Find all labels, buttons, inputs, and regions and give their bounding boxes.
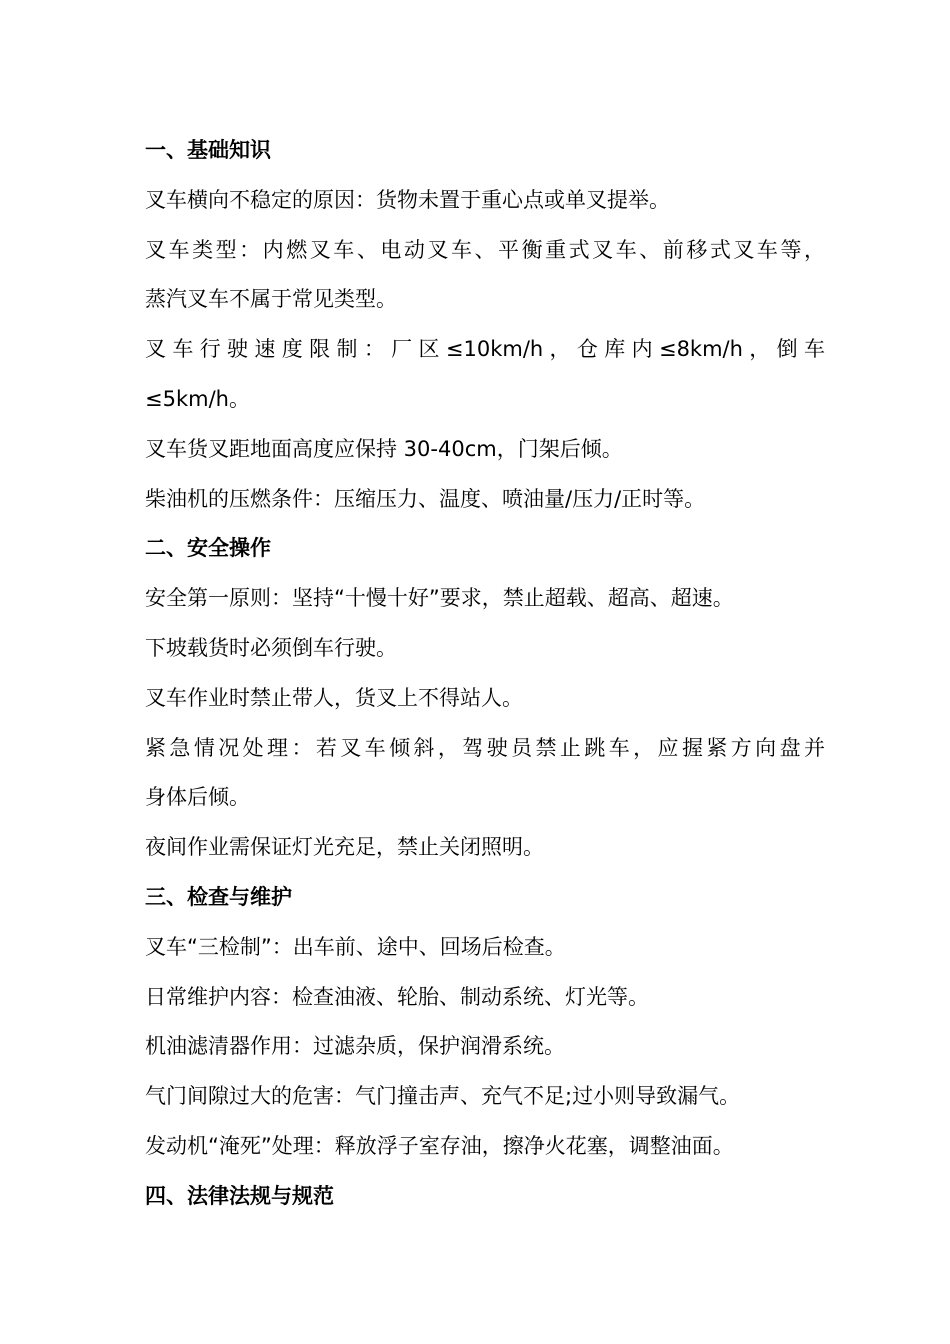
section-heading: 二、安全操作 (145, 536, 271, 561)
paragraph-line: 日常维护内容：检查油液、轮胎、制动系统、灯光等。 (145, 984, 649, 1009)
section-heading: 一、基础知识 (145, 138, 271, 162)
paragraph-line: 发动机“淹死”处理：释放浮子室存油，擦净火花塞，调整油面。 (145, 1133, 734, 1158)
paragraph-line: 叉车货叉距地面高度应保持 30-40cm，门架后倾。 (145, 436, 623, 461)
paragraph-line: 叉车类型：内燃叉车、电动叉车、平衡重式叉车、前移式叉车等， (145, 237, 825, 262)
paragraph-line: 机油滤清器作用：过滤杂质，保护润滑系统。 (145, 1034, 565, 1059)
paragraph-line: 叉车横向不稳定的原因：货物未置于重心点或单叉提举。 (145, 187, 670, 212)
paragraph-line: 叉车作业时禁止带人，货叉上不得站人。 (145, 685, 523, 710)
document-body (145, 126, 825, 1222)
paragraph-line: 叉车“三检制”：出车前、途中、回场后检查。 (145, 934, 566, 959)
paragraph-line: 下坡载货时必须倒车行驶。 (145, 635, 397, 660)
paragraph-line: 紧急情况处理：若叉车倾斜，驾驶员禁止跳车，应握紧方向盘并 (145, 735, 825, 760)
paragraph-line: 柴油机的压燃条件：压缩压力、温度、喷油量/压力/正时等。 (145, 486, 706, 511)
section-heading: 三、检查与维护 (145, 884, 292, 909)
paragraph-line: 身体后倾。 (145, 785, 250, 810)
paragraph-line: 安全第一原则：坚持“十慢十好”要求，禁止超载、超高、超速。 (145, 586, 734, 611)
paragraph-line: ≤5km/h。 (145, 386, 250, 411)
paragraph-line: 夜间作业需保证灯光充足，禁止关闭照明。 (145, 835, 544, 860)
paragraph-line: 叉车行驶速度限制：厂区≤10km/h，仓库内≤8km/h，倒车 (145, 337, 825, 362)
paragraph-line: 蒸汽叉车不属于常见类型。 (145, 287, 397, 312)
paragraph-line: 气门间隙过大的危害：气门撞击声、充气不足;过小则导致漏气。 (145, 1084, 741, 1109)
section-heading: 四、法律法规与规范 (145, 1183, 334, 1208)
